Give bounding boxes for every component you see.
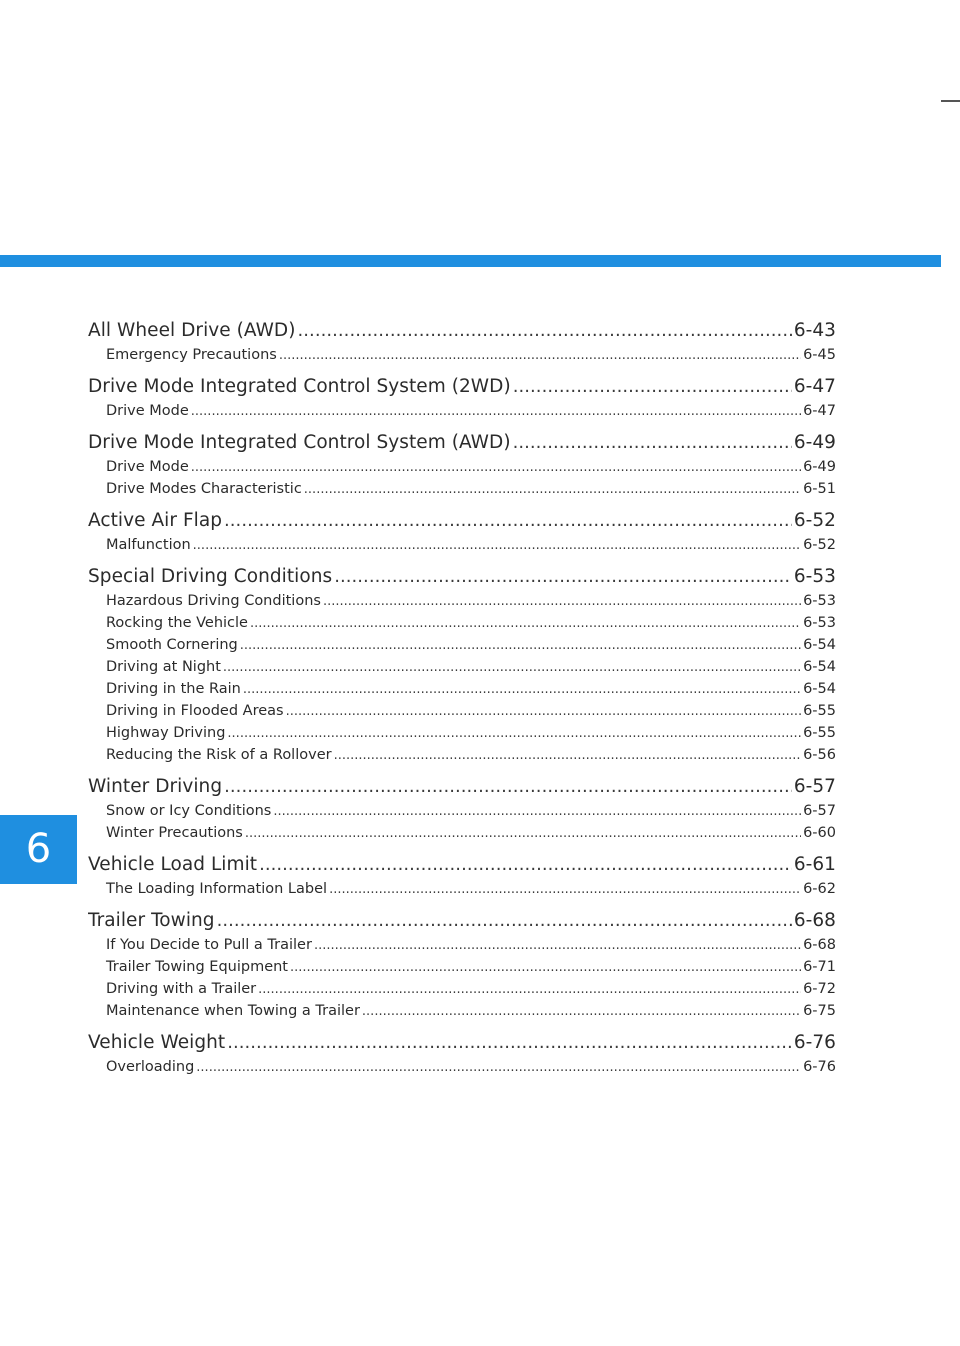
toc-entry-title: Vehicle Load Limit bbox=[88, 854, 258, 875]
dot-leader bbox=[191, 401, 801, 422]
toc-entry-title: Trailer Towing bbox=[88, 910, 215, 931]
toc-section bbox=[88, 852, 836, 900]
toc-subentry[interactable] bbox=[88, 822, 836, 844]
toc-entry-page: 6-61 bbox=[793, 854, 836, 875]
toc-entry[interactable] bbox=[88, 374, 836, 400]
toc-subentry-page: 6-55 bbox=[803, 725, 836, 741]
chapter-tab: 6 bbox=[0, 815, 77, 884]
toc-subentry[interactable] bbox=[88, 678, 836, 700]
toc-entry-page: 6-57 bbox=[793, 776, 836, 797]
dot-leader bbox=[329, 879, 801, 900]
dot-leader bbox=[286, 701, 802, 722]
toc-subentry[interactable] bbox=[88, 656, 836, 678]
toc-subentry[interactable] bbox=[88, 344, 836, 366]
toc-subentry-title: Driving in Flooded Areas bbox=[106, 703, 284, 719]
toc-subentry-title: Drive Mode bbox=[106, 459, 189, 475]
dot-leader bbox=[243, 679, 801, 700]
toc-section bbox=[88, 774, 836, 844]
dot-leader bbox=[227, 1030, 792, 1056]
toc-subentry-title: Trailer Towing Equipment bbox=[106, 959, 288, 975]
dot-leader bbox=[217, 908, 792, 934]
dot-leader bbox=[227, 723, 801, 744]
toc-subentry-page: 6-60 bbox=[803, 825, 836, 841]
toc-subentry-page: 6-47 bbox=[803, 403, 836, 419]
dot-leader bbox=[245, 823, 801, 844]
dot-leader bbox=[223, 657, 801, 678]
table-of-contents bbox=[88, 318, 836, 1086]
toc-subentry-page: 6-72 bbox=[803, 981, 836, 997]
toc-subentry[interactable] bbox=[88, 590, 836, 612]
toc-entry[interactable] bbox=[88, 1030, 836, 1056]
toc-subentry-page: 6-76 bbox=[803, 1059, 836, 1075]
toc-section bbox=[88, 508, 836, 556]
toc-subentry-title: Reducing the Risk of a Rollover bbox=[106, 747, 332, 763]
toc-subentry-title: Emergency Precautions bbox=[106, 347, 277, 363]
toc-entry-title: Vehicle Weight bbox=[88, 1032, 226, 1053]
toc-subentry-title: Maintenance when Towing a Trailer bbox=[106, 1003, 360, 1019]
dot-leader bbox=[193, 535, 801, 556]
toc-subentry[interactable] bbox=[88, 612, 836, 634]
chapter-header-band bbox=[0, 255, 941, 267]
dot-leader bbox=[290, 957, 801, 978]
dot-leader bbox=[224, 774, 792, 800]
dot-leader bbox=[273, 801, 801, 822]
toc-section bbox=[88, 908, 836, 1022]
toc-entry-title: Winter Driving bbox=[88, 776, 223, 797]
toc-entry-page: 6-76 bbox=[793, 1032, 836, 1053]
toc-entry-page: 6-68 bbox=[793, 910, 836, 931]
toc-subentry[interactable] bbox=[88, 634, 836, 656]
toc-entry[interactable] bbox=[88, 564, 836, 590]
toc-subentry-title: Driving in the Rain bbox=[106, 681, 241, 697]
toc-subentry-page: 6-49 bbox=[803, 459, 836, 475]
toc-subentry-page: 6-68 bbox=[803, 937, 836, 953]
toc-section bbox=[88, 318, 836, 366]
dot-leader bbox=[258, 979, 801, 1000]
toc-subentry-page: 6-53 bbox=[803, 615, 836, 631]
toc-entry[interactable] bbox=[88, 318, 836, 344]
toc-subentry-page: 6-56 bbox=[803, 747, 836, 763]
toc-entry[interactable] bbox=[88, 852, 836, 878]
dot-leader bbox=[362, 1001, 801, 1022]
dot-leader bbox=[334, 564, 792, 590]
toc-section bbox=[88, 564, 836, 766]
toc-entry-title: Special Driving Conditions bbox=[88, 566, 333, 587]
toc-subentry-page: 6-53 bbox=[803, 593, 836, 609]
toc-subentry-title: Highway Driving bbox=[106, 725, 226, 741]
dot-leader bbox=[298, 318, 792, 344]
toc-subentry-title: Rocking the Vehicle bbox=[106, 615, 248, 631]
toc-entry-page: 6-49 bbox=[793, 432, 836, 453]
toc-subentry-title: Smooth Cornering bbox=[106, 637, 238, 653]
toc-subentry-title: The Loading Information Label bbox=[106, 881, 328, 897]
toc-subentry-page: 6-55 bbox=[803, 703, 836, 719]
toc-subentry[interactable] bbox=[88, 800, 836, 822]
toc-subentry-title: Hazardous Driving Conditions bbox=[106, 593, 321, 609]
toc-subentry[interactable] bbox=[88, 1056, 836, 1078]
toc-subentry-title: Drive Modes Characteristic bbox=[106, 481, 302, 497]
toc-entry-page: 6-53 bbox=[793, 566, 836, 587]
toc-subentry-page: 6-54 bbox=[803, 681, 836, 697]
dot-leader bbox=[250, 613, 801, 634]
toc-subentry-page: 6-54 bbox=[803, 637, 836, 653]
toc-entry-page: 6-47 bbox=[793, 376, 836, 397]
toc-subentry[interactable] bbox=[88, 978, 836, 1000]
toc-subentry-title: If You Decide to Pull a Trailer bbox=[106, 937, 312, 953]
toc-entry[interactable] bbox=[88, 430, 836, 456]
toc-subentry[interactable] bbox=[88, 878, 836, 900]
toc-section bbox=[88, 374, 836, 422]
toc-entry-title: Drive Mode Integrated Control System (AWD) bbox=[88, 432, 511, 453]
dot-leader bbox=[304, 479, 801, 500]
dot-leader bbox=[513, 430, 792, 456]
dot-leader bbox=[196, 1057, 801, 1078]
toc-subentry-title: Driving with a Trailer bbox=[106, 981, 257, 997]
toc-subentry[interactable] bbox=[88, 934, 836, 956]
toc-entry-page: 6-52 bbox=[793, 510, 836, 531]
toc-subentry-title: Driving at Night bbox=[106, 659, 221, 675]
toc-subentry-page: 6-71 bbox=[803, 959, 836, 975]
toc-subentry-title: Malfunction bbox=[106, 537, 191, 553]
dot-leader bbox=[513, 374, 792, 400]
toc-entry-title: Active Air Flap bbox=[88, 510, 222, 531]
toc-subentry-page: 6-52 bbox=[803, 537, 836, 553]
toc-subentry-page: 6-51 bbox=[803, 481, 836, 497]
toc-subentry[interactable] bbox=[88, 456, 836, 478]
dot-leader bbox=[191, 457, 801, 478]
toc-subentry[interactable] bbox=[88, 534, 836, 556]
toc-entry[interactable] bbox=[88, 508, 836, 534]
toc-subentry-title: Winter Precautions bbox=[106, 825, 243, 841]
toc-entry-page: 6-43 bbox=[793, 320, 836, 341]
toc-subentry-page: 6-57 bbox=[803, 803, 836, 819]
toc-subentry-page: 6-54 bbox=[803, 659, 836, 675]
toc-subentry[interactable] bbox=[88, 478, 836, 500]
toc-section bbox=[88, 1030, 836, 1078]
corner-mark bbox=[941, 100, 960, 102]
dot-leader bbox=[279, 345, 801, 366]
toc-entry[interactable] bbox=[88, 774, 836, 800]
toc-subentry-page: 6-62 bbox=[803, 881, 836, 897]
toc-subentry[interactable] bbox=[88, 722, 836, 744]
toc-subentry[interactable] bbox=[88, 956, 836, 978]
toc-subentry-title: Overloading bbox=[106, 1059, 195, 1075]
toc-entry[interactable] bbox=[88, 908, 836, 934]
dot-leader bbox=[323, 591, 801, 612]
toc-subentry-page: 6-75 bbox=[803, 1003, 836, 1019]
dot-leader bbox=[240, 635, 801, 656]
toc-subentry-title: Snow or Icy Conditions bbox=[106, 803, 272, 819]
toc-entry-title: Drive Mode Integrated Control System (2WD) bbox=[88, 376, 511, 397]
dot-leader bbox=[314, 935, 801, 956]
dot-leader bbox=[334, 745, 801, 766]
toc-subentry[interactable] bbox=[88, 400, 836, 422]
toc-subentry-page: 6-45 bbox=[803, 347, 836, 363]
toc-subentry-title: Drive Mode bbox=[106, 403, 189, 419]
toc-entry-title: All Wheel Drive (AWD) bbox=[88, 320, 296, 341]
toc-subentry[interactable] bbox=[88, 700, 836, 722]
toc-subentry[interactable] bbox=[88, 744, 836, 766]
dot-leader bbox=[224, 508, 792, 534]
toc-subentry[interactable] bbox=[88, 1000, 836, 1022]
dot-leader bbox=[259, 852, 792, 878]
toc-section bbox=[88, 430, 836, 500]
